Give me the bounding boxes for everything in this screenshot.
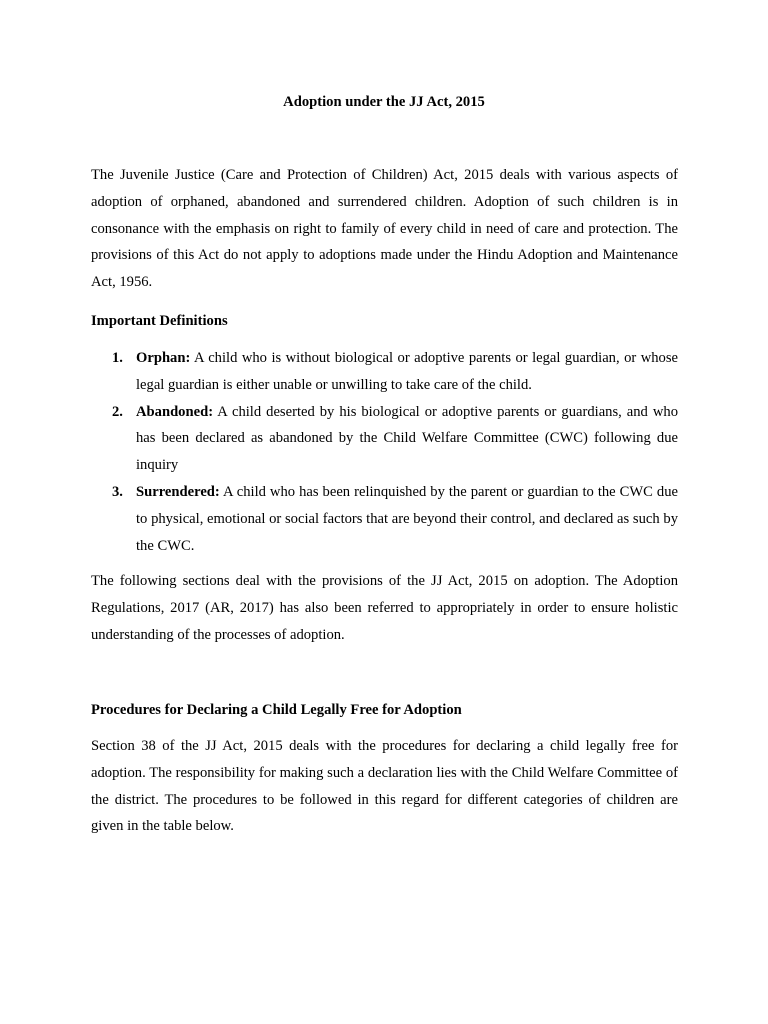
definition-number: 2.: [112, 403, 123, 420]
definition-term: Surrendered:: [136, 483, 220, 500]
definitions-heading: Important Definitions: [91, 313, 228, 329]
sections-paragraph: The following sections deal with the provisions of the JJ Act, 2015 on adoption. The Adoption Regulations, 2017 (AR, 2017) has also been referred to appropriately in order to ensure holistic understanding of the processes of adoption.: [91, 573, 678, 643]
document-title: Adoption under the JJ Act, 2015: [283, 94, 485, 110]
intro-paragraph: The Juvenile Justice (Care and Protection of Children) Act, 2015 deals with various aspects of adoption of orphaned, abandoned and surrendered children. Adoption of such children is in consonance with the emphasis on right to family of every child in need of care and protection. The provisions of this Act do not apply to adoptions made under the Hindu Adoption and Maintenance Act, 1956.: [91, 167, 678, 291]
definition-term: Abandoned:: [136, 403, 214, 420]
definition-text: A child who has been relinquished by the parent or guardian to the CWC due to physical, emotional or social factors that are beyond their control, and declared as such by the CWC.: [136, 483, 678, 554]
definition-item-orphan: [91, 345, 678, 399]
definition-term: Orphan:: [136, 350, 191, 366]
definition-item-abandoned: [91, 399, 678, 479]
definition-number: 1.: [112, 350, 123, 366]
definition-text: A child deserted by his biological or adoptive parents or guardians, and who has been declared as abandoned by the Child Welfare Committee (CWC) following due inquiry: [136, 403, 678, 474]
definition-item-surrendered: [91, 479, 678, 559]
definition-number: 3.: [112, 483, 123, 500]
procedures-paragraph: Section 38 of the JJ Act, 2015 deals with the procedures for declaring a child legally free for adoption. The responsibility for making such a declaration lies with the Child Welfare Committee of the district. The procedures to be followed in this regard for different categories of children are given in the table below.: [91, 738, 678, 835]
definition-text: A child who is without biological or adoptive parents or legal guardian, or whose legal guardian is either unable or unwilling to take care of the child.: [136, 350, 678, 393]
definitions-list: [91, 345, 678, 559]
procedures-heading: Procedures for Declaring a Child Legally Free for Adoption: [91, 702, 462, 718]
